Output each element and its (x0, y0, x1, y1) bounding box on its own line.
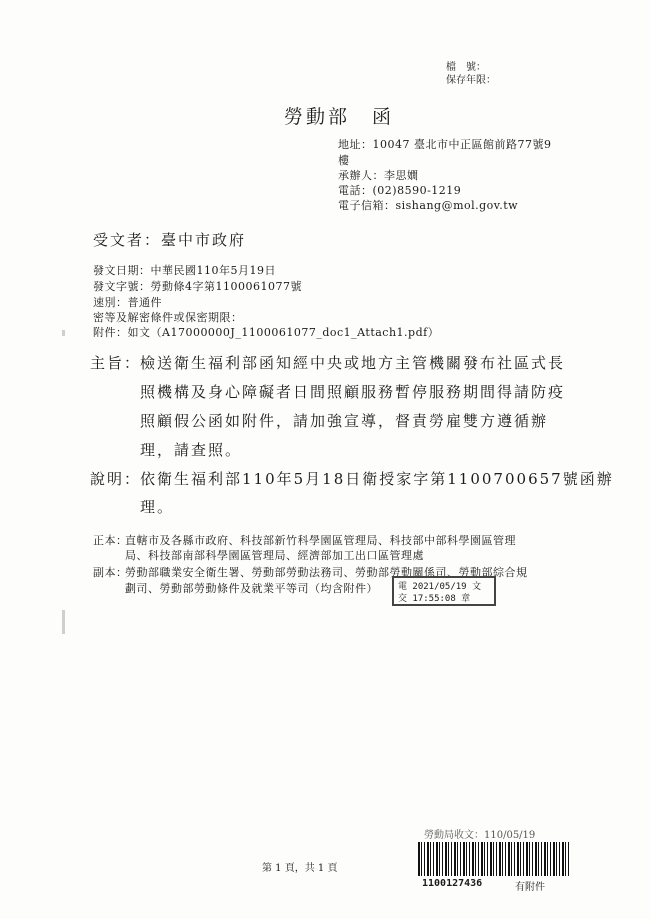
cc-main-line: 直轄市及各縣市政府、科技部新竹科學園區管理局、科技部中部科學園區管理 (125, 534, 516, 547)
stamp-line: 電 2021/05/19 文 (398, 582, 482, 592)
subject-label: 主旨： (90, 354, 142, 372)
cc-copy-line: 劃司、勞動部勞動條件及就業平等司（均含附件） (125, 582, 378, 595)
barcode-number: 1100127436 (422, 878, 483, 889)
cc-main-line: 局、科技部南部科學園區管理局、經濟部加工出口區管理處 (125, 549, 424, 562)
barcode (418, 842, 570, 876)
stamp-line: 交 17:55:08 章 (398, 594, 471, 604)
receipt-stamp: 勞動局收文：110/05/19 (424, 830, 536, 841)
delivery-speed: 速別：普通件 (93, 296, 162, 309)
explanation-line: 依衛生福利部110年5月18日衛授家字第1100700657號函辦 (140, 470, 614, 488)
attachment-note: 有附件 (515, 882, 545, 893)
sender-address-cont: 樓 (338, 154, 350, 167)
sender-address: 地址：10047 臺北市中正區館前路77號9 (338, 138, 552, 151)
explanation-line: 理。 (140, 498, 175, 516)
attachment: 附件：如文（A17000000J_1100061077_doc1_Attach1.pdf） (93, 326, 440, 339)
cc-copy-label: 副本： (93, 566, 128, 579)
subject-line: 照機構及身心障礙者日間照顧服務暫停服務期間得請防疫 (140, 383, 566, 401)
binding-mark (62, 610, 65, 634)
recipient: 受文者：臺中市政府 (93, 231, 247, 249)
subject-line: 理，請查照。 (140, 441, 243, 459)
subject-line: 照顧假公函如附件，請加強宣導，督責勞雇雙方遵循辦 (140, 412, 549, 430)
page-number: 第 1 頁，共 1 頁 (262, 863, 338, 874)
issue-date: 發文日期：中華民國110年5月19日 (93, 264, 276, 277)
subject-line: 檢送衛生福利部函知經中央或地方主管機關發布社區式長 (140, 354, 566, 372)
cc-copy-line: 勞動部職業安全衛生署、勞動部勞動法務司、勞動部勞動關係司、勞動部綜合規 (125, 566, 528, 579)
archive-number-label: 檔 號： (446, 62, 486, 73)
document-number: 發文字號：勞動條4字第1100061077號 (93, 280, 302, 293)
secrecy-level: 密等及解密條件或保密期限： (93, 311, 243, 324)
retention-label: 保存年限： (446, 75, 496, 86)
explanation-label: 說明： (90, 470, 142, 488)
binding-mark (62, 330, 65, 336)
sender-email: 電子信箱：sishang@mol.gov.tw (338, 199, 519, 212)
document-title: 勞動部 函 (284, 106, 395, 128)
exchange-stamp (392, 576, 496, 606)
sender-phone: 電話：(02)8590-1219 (338, 184, 462, 197)
cc-main-label: 正本： (93, 534, 128, 547)
sender-contact: 承辦人：李思嫺 (338, 169, 419, 182)
